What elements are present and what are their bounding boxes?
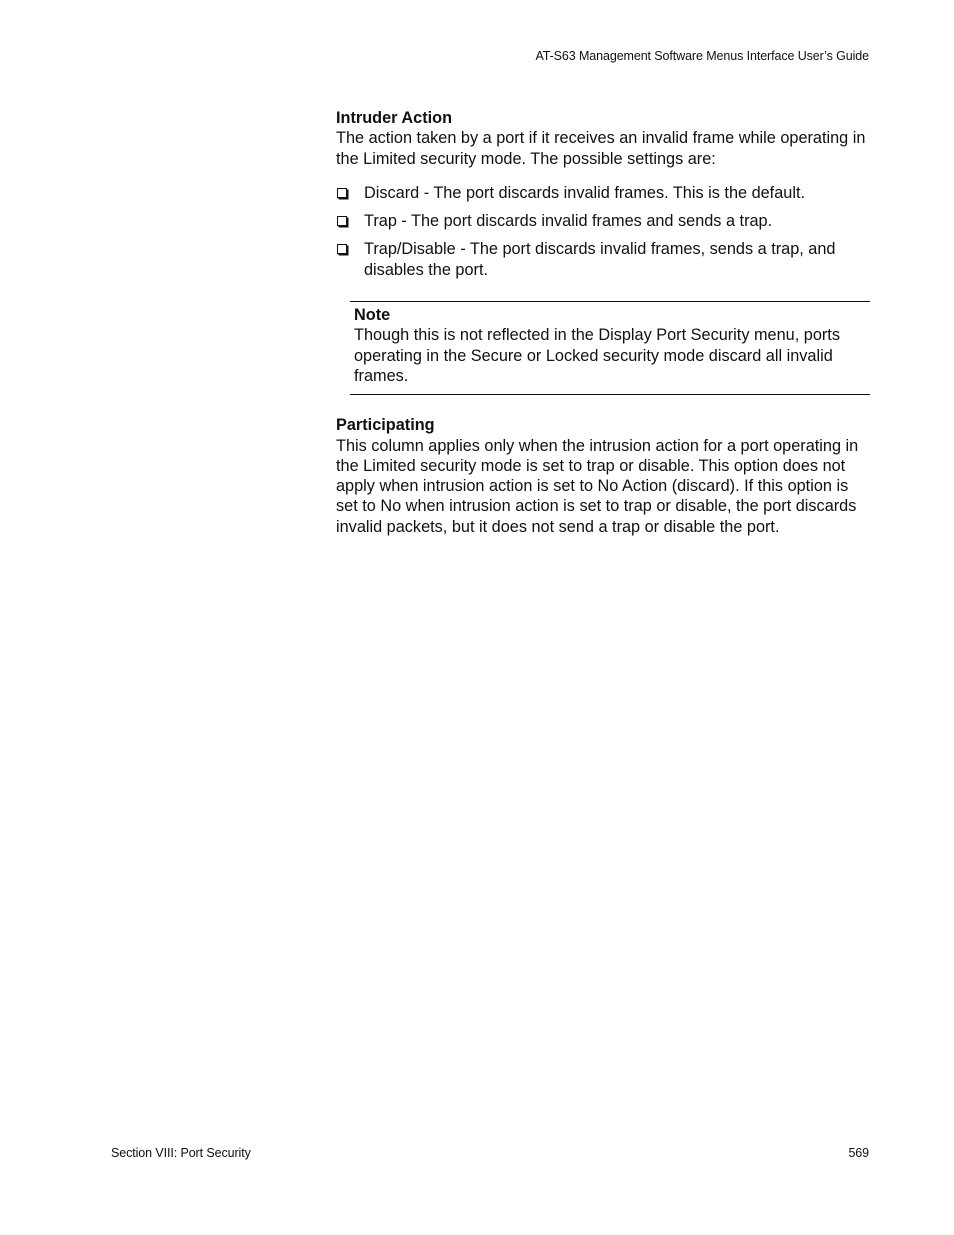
participating-section bbox=[336, 415, 870, 537]
intruder-action-intro: The action taken by a port if it receives an invalid frame while operating in the Limited security mode. The possible settings are: bbox=[336, 129, 866, 168]
checkbox-bullet-icon bbox=[337, 188, 347, 198]
note-text: Though this is not reflected in the Display Port Security menu, ports operating in the Secure or Locked security mode discard all invalid frames. bbox=[354, 326, 840, 385]
option-text: Trap - The port discards invalid frames and sends a trap. bbox=[364, 212, 773, 231]
participating-heading: Participating bbox=[336, 416, 435, 435]
running-header: AT-S63 Management Software Menus Interface User’s Guide bbox=[535, 49, 869, 63]
list-item bbox=[336, 183, 870, 203]
option-text: Trap/Disable - The port discards invalid frames, sends a trap, and disables the port. bbox=[364, 240, 836, 279]
checkbox-bullet-icon bbox=[337, 244, 347, 254]
option-text: Discard - The port discards invalid frames. This is the default. bbox=[364, 183, 805, 202]
note-title: Note bbox=[354, 306, 391, 325]
intruder-action-options bbox=[336, 183, 870, 280]
participating-text: This column applies only when the intrusion action for a port operating in the Limited security mode is set to trap or disable. This option does not apply when intrusion action is set to No Action (discard). If this option is set to No when intrusion action is set to trap or disable, the port discards invalid packets, but it does not send a trap or disable the port. bbox=[336, 436, 859, 536]
intruder-action-section bbox=[336, 108, 870, 280]
checkbox-bullet-icon bbox=[337, 216, 347, 226]
page-number: 569 bbox=[848, 1146, 869, 1160]
list-item bbox=[336, 239, 870, 280]
intruder-action-heading: Intruder Action bbox=[336, 109, 453, 127]
main-content bbox=[336, 108, 870, 537]
note-box bbox=[350, 301, 870, 395]
footer-section-title: Section VIII: Port Security bbox=[111, 1146, 251, 1160]
list-item bbox=[336, 211, 870, 231]
